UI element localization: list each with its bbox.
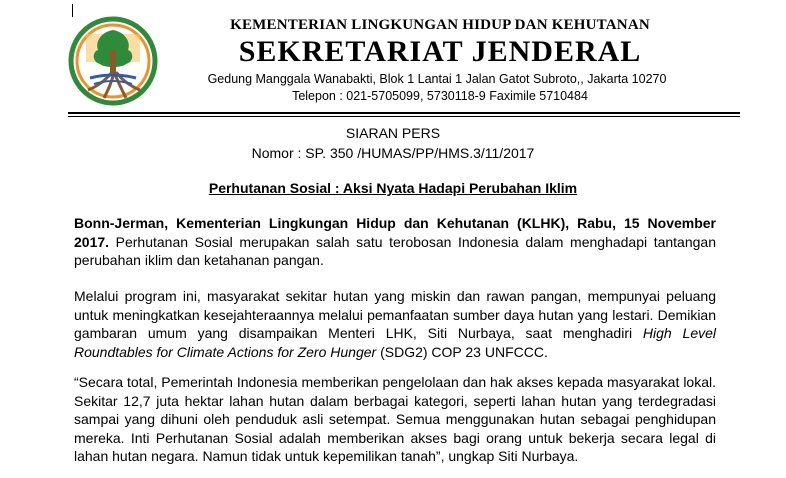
paragraph-1-text: Perhutanan Sosial merupakan salah satu terobosan Indonesia dalam menghadapi tantangan perubahan iklim dan ketahanan pangan. <box>74 233 716 268</box>
office-phone: Telepon : 021-5705099, 5730118-9 Faximile 5710484 <box>292 89 588 103</box>
ministry-name: KEMENTERIAN LINGKUNGAN HIDUP DAN KEHUTANAN <box>230 17 650 33</box>
letterhead-divider-thin <box>68 116 740 117</box>
paragraph-2-tail: (SDG2) COP 23 UNFCCC. <box>376 343 548 360</box>
office-address: Gedung Manggala Wanabakti, Blok 1 Lantai 1 Jalan Gatot Subroto,, Jakarta 10270 <box>207 72 667 86</box>
paragraph-1 <box>74 214 716 270</box>
paragraph-3-text: “Secara total, Pemerintah Indonesia memberikan pengelolaan dan hak akses kepada masyarakat lokal. Sekitar 12,7 juta hektar lahan hutan dalam berbagai kategori, seperti lahan hutan yang terdegradasi sampai yang dihuni oleh penduduk asli setempat. Semua menggunakan hutan sebagai penghidupan mereka. Inti Perhutanan Sosial adalah memberikan akses bagi orang untuk bekerja secara legal di lahan hutan negara. Namun tidak untuk kepemilikan tanah”, ungkap Siti Nurbaya. <box>74 374 716 464</box>
press-release-title: SIARAN PERS <box>345 125 441 141</box>
headline-text: Perhutanan Sosial : Aksi Nyata Hadapi Perubahan Iklim <box>208 180 578 196</box>
letterhead <box>170 14 710 103</box>
paragraph-3 <box>74 373 716 466</box>
dateline: Bonn-Jerman, Kementerian Lingkungan Hidup dan Kehutanan (KLHK), Rabu, 15 November 2017. <box>74 215 716 250</box>
press-release-headline <box>0 180 786 196</box>
paragraph-2 <box>74 287 716 361</box>
secretariat-name: SEKRETARIAT JENDERAL <box>238 35 642 68</box>
event-name: High Level Roundtables for Climate Actions for Zero Hunger <box>74 325 717 360</box>
letterhead-divider-thick <box>68 112 740 114</box>
klhk-tree-logo-icon <box>68 16 158 106</box>
press-release-number: Nomor : SP. 350 /HUMAS/PP/HMS.3/11/2017 <box>251 145 535 161</box>
paragraph-2-text: Melalui program ini, masyarakat sekitar hutan yang miskin dan rawan pangan, mempunyai peluang untuk meningkatkan kesejahteraannya melalui pemanfaatan sumber daya hutan yang lestari. Demikian gambaran umum yang disampaikan Menteri LHK, Siti Nurbaya, saat menghadiri <box>74 288 716 341</box>
